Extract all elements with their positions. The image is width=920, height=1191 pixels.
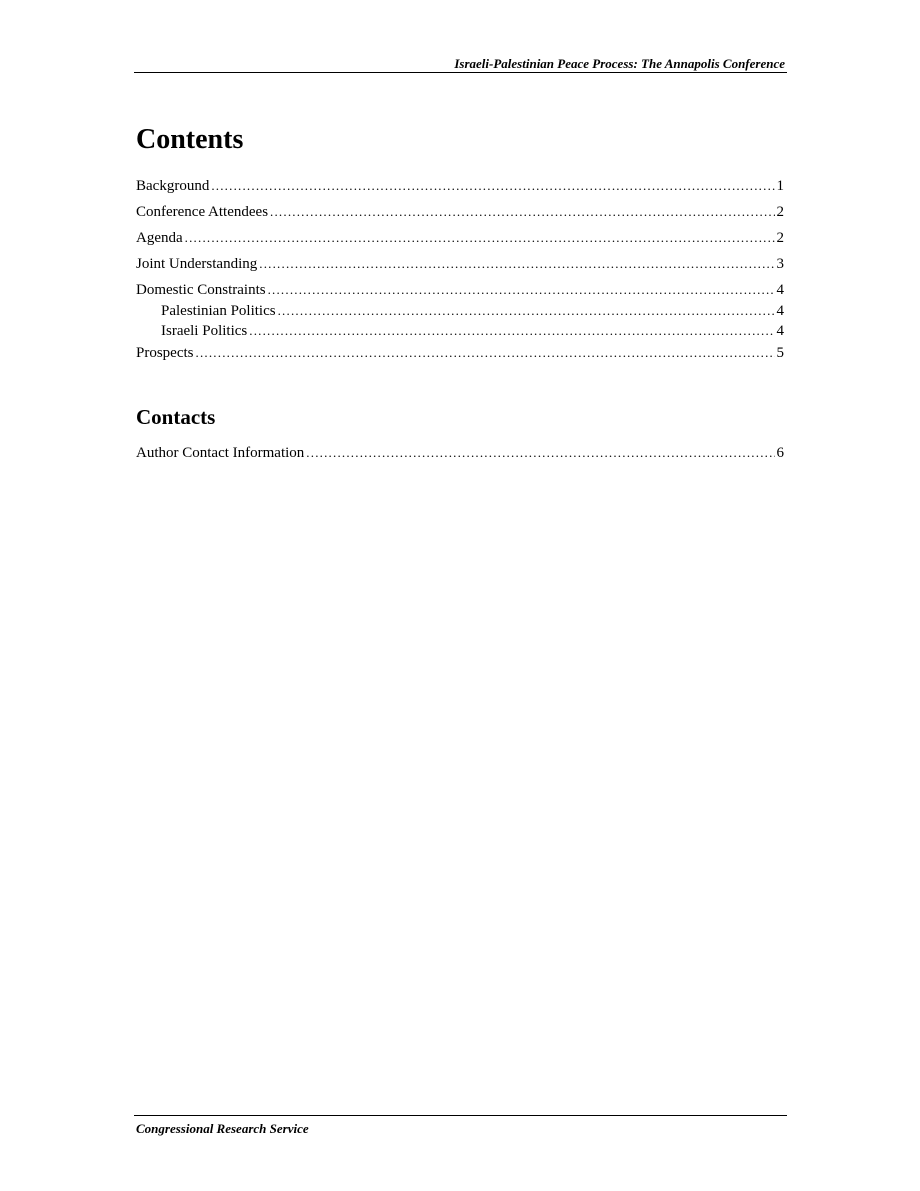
toc-entry-agenda[interactable] bbox=[136, 229, 784, 247]
toc-entry-page: 6 bbox=[776, 445, 784, 461]
toc-entry-joint-understanding[interactable] bbox=[136, 255, 784, 273]
running-footer bbox=[134, 1115, 787, 1136]
dot-leader bbox=[306, 444, 774, 462]
toc-entry-domestic-constraints[interactable] bbox=[136, 281, 784, 299]
running-header bbox=[134, 56, 787, 73]
toc-entry-label: Palestinian Politics bbox=[161, 303, 276, 319]
dot-leader bbox=[259, 255, 774, 273]
toc-entry-prospects[interactable] bbox=[136, 344, 784, 362]
dot-leader bbox=[268, 281, 775, 299]
toc-entry-label: Prospects bbox=[136, 345, 194, 361]
toc-entry-label: Agenda bbox=[136, 230, 183, 246]
toc-entry-author-contact-information[interactable] bbox=[136, 444, 784, 462]
toc-entry-label: Israeli Politics bbox=[161, 323, 248, 339]
toc-entry-page: 4 bbox=[776, 303, 784, 319]
toc-entry-label: Domestic Constraints bbox=[136, 282, 266, 298]
dot-leader bbox=[185, 229, 775, 247]
dot-leader bbox=[278, 302, 775, 320]
toc-entry-label: Author Contact Information bbox=[136, 445, 305, 461]
toc-entry-conference-attendees[interactable] bbox=[136, 203, 784, 221]
toc-entry-page: 5 bbox=[776, 345, 784, 361]
toc-entry-page: 1 bbox=[776, 178, 784, 194]
dot-leader bbox=[270, 203, 774, 221]
toc-entry-page: 3 bbox=[776, 256, 784, 272]
toc-entry-palestinian-politics[interactable] bbox=[161, 302, 784, 320]
dot-leader bbox=[249, 322, 774, 340]
toc-entry-label: Background bbox=[136, 178, 210, 194]
footer-text: Congressional Research Service bbox=[136, 1121, 309, 1136]
toc-entry-page: 2 bbox=[776, 230, 784, 246]
contents-heading: Contents bbox=[136, 124, 244, 155]
toc-entry-page: 2 bbox=[776, 204, 784, 220]
header-title: Israeli-Palestinian Peace Process: The Annapolis Conference bbox=[454, 56, 785, 71]
toc-entry-page: 4 bbox=[776, 282, 784, 298]
toc-entry-label: Joint Understanding bbox=[136, 256, 258, 272]
dot-leader bbox=[211, 177, 774, 195]
toc-entry-label: Conference Attendees bbox=[136, 204, 269, 220]
toc-entry-israeli-politics[interactable] bbox=[161, 322, 784, 340]
toc-entry-page: 4 bbox=[776, 323, 784, 339]
toc-entry-background[interactable] bbox=[136, 177, 784, 195]
dot-leader bbox=[196, 344, 775, 362]
contacts-heading: Contacts bbox=[136, 405, 216, 429]
